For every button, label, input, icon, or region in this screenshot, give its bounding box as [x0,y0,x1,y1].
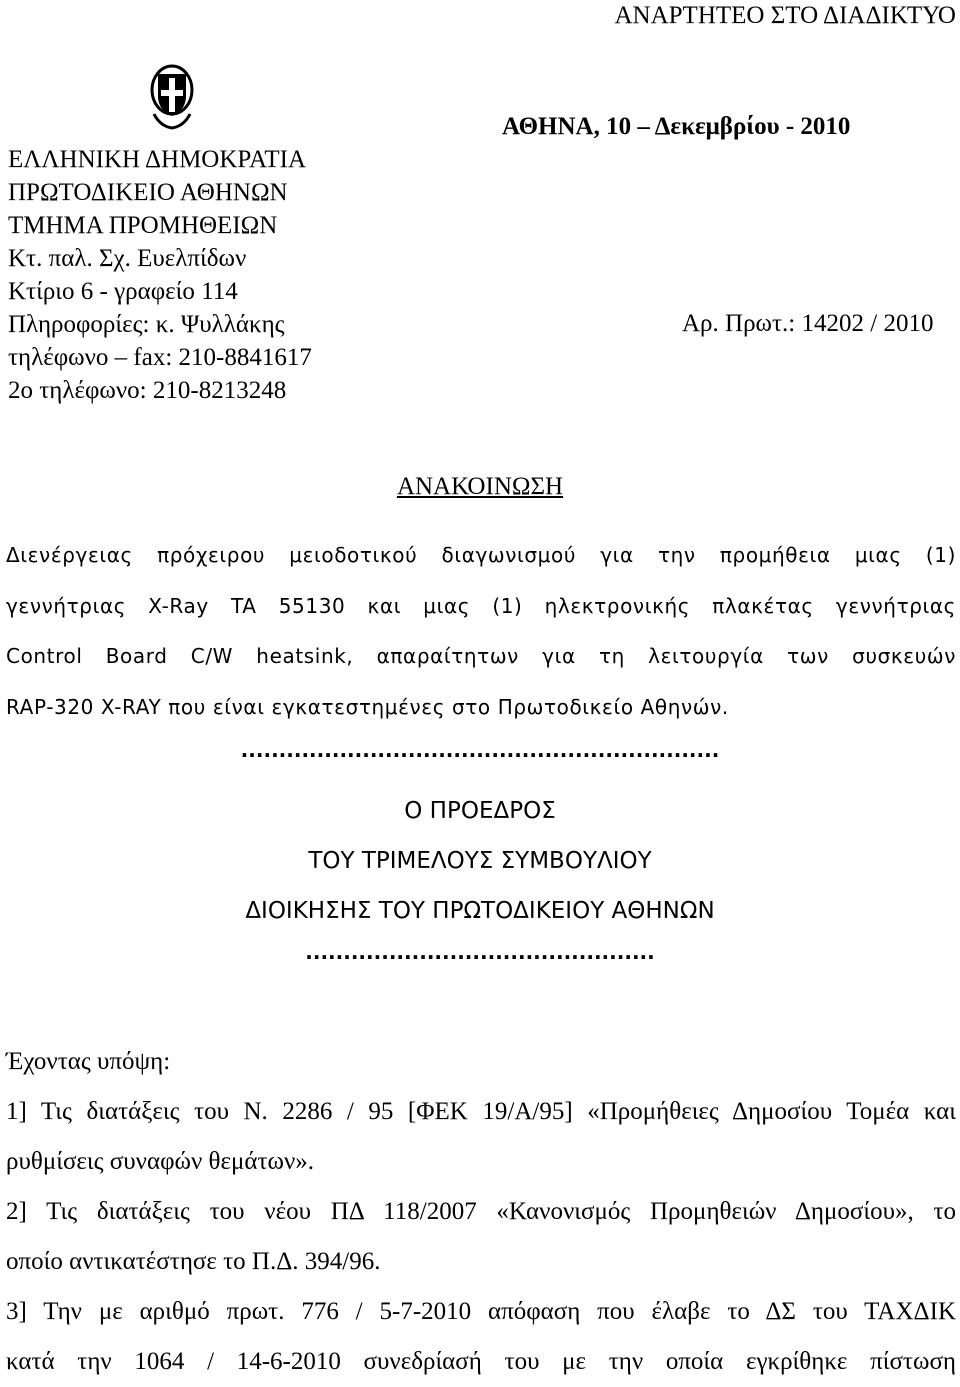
announcement-subject [6,530,956,732]
header-line: ΕΛΛΗΝΙΚΗ ΔΗΜΟΚΡΑΤΙΑ [8,146,306,173]
header-line: Κτίριο 6 - γραφείο 114 [8,278,238,305]
announcement-title: ΑΝΑΚΟΙΝΩΣΗ [396,473,564,500]
subject-line: γεννήτριας X-Ray TA 55130 και μιας (1) ηλεκτρονικής πλακέτας γεννήτριας [6,593,956,618]
body-line: Έχοντας υπόψη: [6,1048,171,1075]
header-line: 2ο τηλέφωνο: 210-8213248 [8,377,287,404]
posting-notice: ΑΝΑΡΤΗΤΕΟ ΣΤΟ ΔΙΑΔΙΚΤΥΟ [614,2,956,29]
header-line: τηλέφωνο – fax: 210-8841617 [8,344,312,371]
dotted-separator: .............................................. [305,940,655,964]
body-line: κατά την 1064 / 14-6-2010 συνεδρίασή του με την οποία εγκρίθηκε πίστωση [6,1348,956,1375]
document-date: ΑΘΗΝΑ, 10 – Δεκεμβρίου - 2010 [502,113,851,140]
body-line: 2] Τις διατάξεις του νέου ΠΔ 118/2007 «Κανονισμός Προμηθειών Δημοσίου», το [6,1198,956,1225]
sender-header [8,143,312,407]
header-line: ΠΡΩΤΟΔΙΚΕΙΟ ΑΘΗΝΩΝ [8,179,288,206]
body-text [6,1037,956,1387]
subject-line: Διενέργειας πρόχειρου μειοδοτικού διαγωνισμού για την προμήθεια μιας (1) [6,543,956,567]
subject-line: RAP-320 X-RAY που είναι εγκατεστημένες στο Πρωτοδικείο Αθηνών. [6,694,729,719]
header-line: ΤΜΗΜΑ ΠΡΟΜΗΘΕΙΩΝ [8,212,278,239]
subject-line: Control Board C/W heatsink, απαραίτητων για τη λειτουργία των συσκευών [6,644,956,668]
header-line: Πληροφορίες: κ. Ψυλλάκης [8,311,285,338]
council-line: Ο ΠΡΟΕΔΡΟΣ [404,798,556,824]
greek-coat-of-arms-icon [148,60,196,132]
council-heading [0,786,960,936]
council-line: ΤΟΥ ΤΡΙΜΕΛΟΥΣ ΣΥΜΒΟΥΛΙΟΥ [308,848,652,874]
body-line: οποίο αντικατέστησε το Π.Δ. 394/96. [6,1248,381,1275]
body-line: ρυθμίσεις συναφών θεμάτων». [6,1148,315,1175]
body-line: 3] Την με αριθμό πρωτ. 776 / 5-7-2010 απόφαση που έλαβε το ΔΣ του ΤΑΧΔΙΚ [6,1298,956,1325]
body-line: 1] Τις διατάξεις του Ν. 2286 / 95 [ΦΕΚ 19/Α/95] «Προμήθειες Δημοσίου Τομέα και [6,1098,956,1125]
dotted-separator: ............................................................... [240,738,720,762]
council-line: ΔΙΟΙΚΗΣΗΣ ΤΟΥ ΠΡΩΤΟΔΙΚΕΙΟΥ ΑΘΗΝΩΝ [245,898,715,924]
header-line: Κτ. παλ. Σχ. Ευελπίδων [8,245,247,272]
protocol-number: Αρ. Πρωτ.: 14202 / 2010 [682,310,934,337]
